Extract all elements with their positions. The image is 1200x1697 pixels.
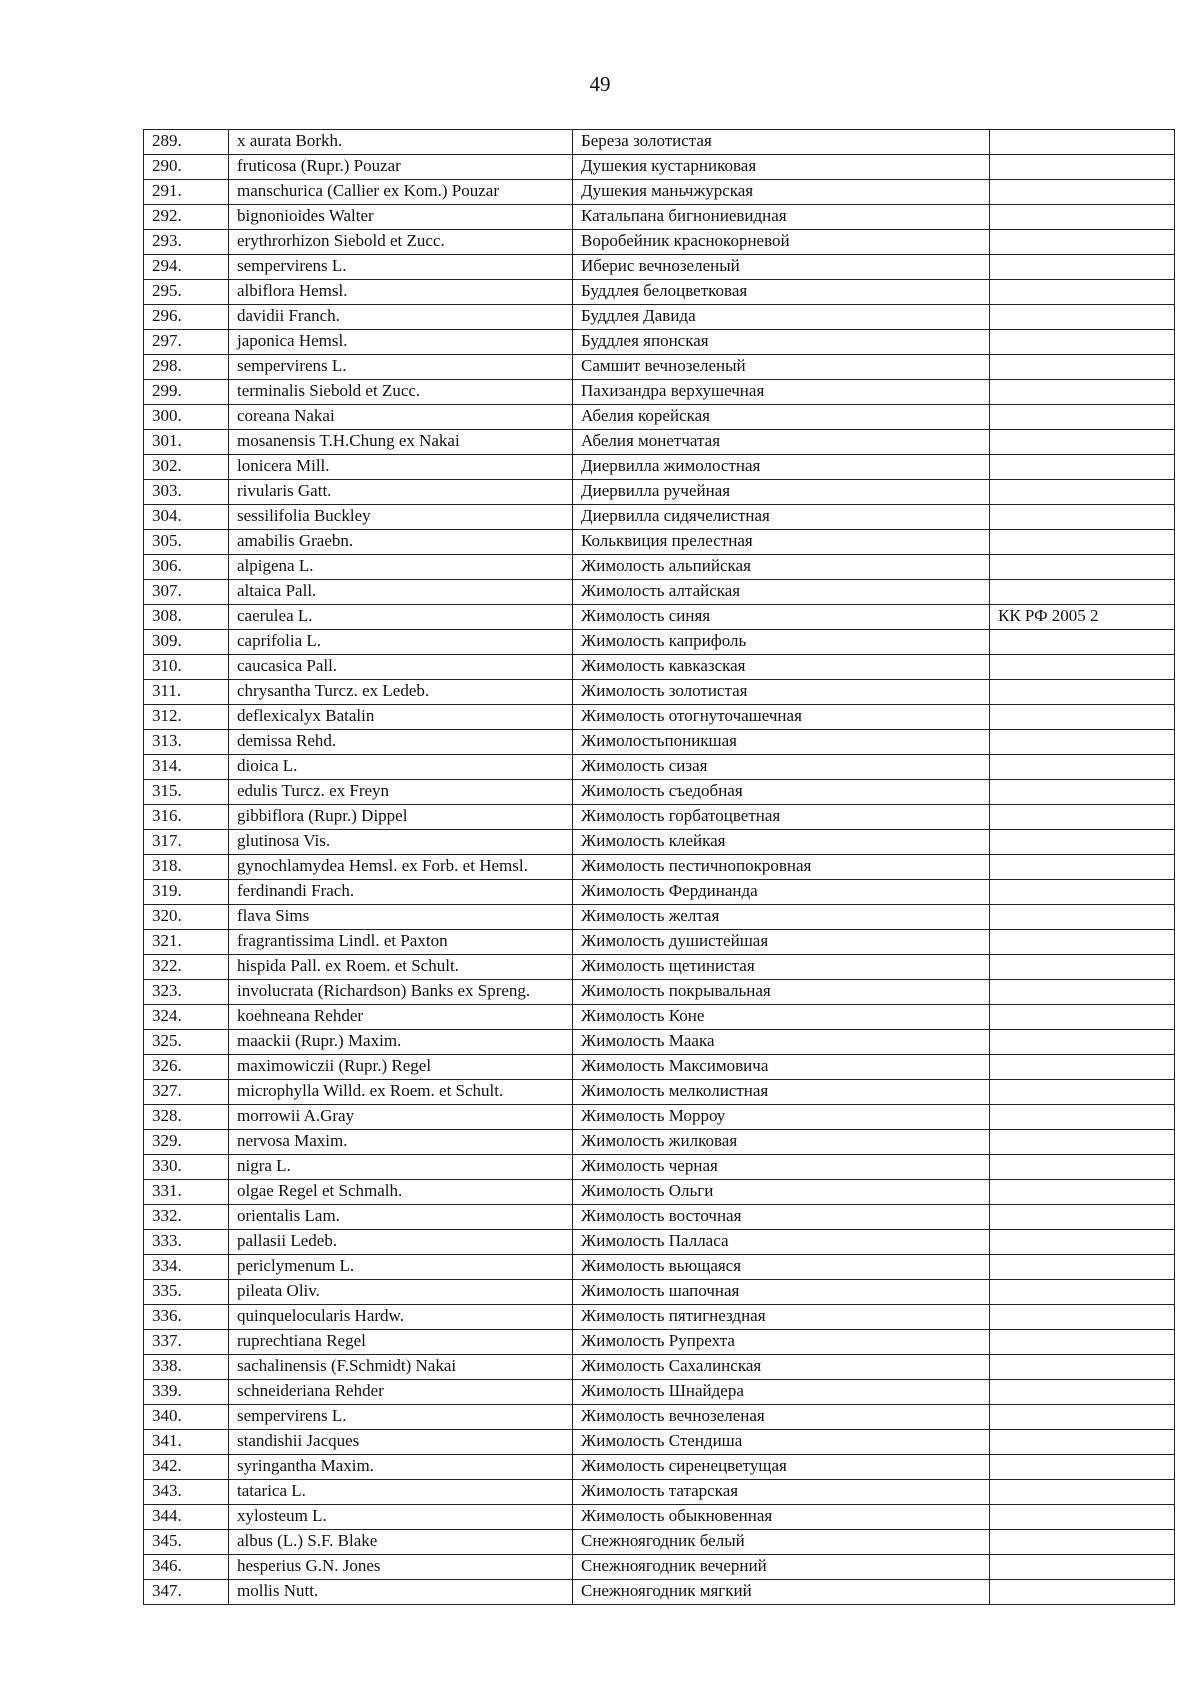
status-cell	[990, 1380, 1175, 1405]
status-cell	[990, 1355, 1175, 1380]
russian-name-cell: Снежноягодник вечерний	[573, 1555, 990, 1580]
latin-name-cell: sempervirens L.	[229, 255, 573, 280]
row-number-cell: 320.	[144, 905, 229, 930]
row-number-cell: 346.	[144, 1555, 229, 1580]
russian-name-cell: Жимолость Ольги	[573, 1180, 990, 1205]
russian-name-cell: Жимолость Стендиша	[573, 1430, 990, 1455]
row-number-cell: 315.	[144, 780, 229, 805]
table-row	[144, 880, 1175, 905]
latin-name-cell: caucasica Pall.	[229, 655, 573, 680]
table-row	[144, 180, 1175, 205]
status-cell	[990, 680, 1175, 705]
latin-name-cell: lonicera Mill.	[229, 455, 573, 480]
row-number-cell: 322.	[144, 955, 229, 980]
latin-name-cell: sachalinensis (F.Schmidt) Nakai	[229, 1355, 573, 1380]
status-cell	[990, 730, 1175, 755]
table-row	[144, 1355, 1175, 1380]
row-number-cell: 330.	[144, 1155, 229, 1180]
status-cell	[990, 430, 1175, 455]
russian-name-cell: Буддлея белоцветковая	[573, 280, 990, 305]
russian-name-cell: Жимолость Максимовича	[573, 1055, 990, 1080]
latin-name-cell: alpigena L.	[229, 555, 573, 580]
row-number-cell: 341.	[144, 1430, 229, 1455]
latin-name-cell: gibbiflora (Rupr.) Dippel	[229, 805, 573, 830]
row-number-cell: 298.	[144, 355, 229, 380]
russian-name-cell: Жимолость Морроу	[573, 1105, 990, 1130]
status-cell	[990, 505, 1175, 530]
status-cell	[990, 830, 1175, 855]
status-cell	[990, 1155, 1175, 1180]
row-number-cell: 316.	[144, 805, 229, 830]
status-cell	[990, 855, 1175, 880]
russian-name-cell: Жимолость сиренецветущая	[573, 1455, 990, 1480]
latin-name-cell: xylosteum L.	[229, 1505, 573, 1530]
row-number-cell: 308.	[144, 605, 229, 630]
table-row	[144, 530, 1175, 555]
table-row	[144, 955, 1175, 980]
table-row	[144, 1030, 1175, 1055]
status-cell	[990, 1330, 1175, 1355]
table-row	[144, 1105, 1175, 1130]
status-cell	[990, 405, 1175, 430]
table-row	[144, 280, 1175, 305]
latin-name-cell: davidii Franch.	[229, 305, 573, 330]
status-cell	[990, 905, 1175, 930]
latin-name-cell: chrysantha Turcz. ex Ledeb.	[229, 680, 573, 705]
row-number-cell: 290.	[144, 155, 229, 180]
status-cell	[990, 1205, 1175, 1230]
status-cell	[990, 480, 1175, 505]
row-number-cell: 300.	[144, 405, 229, 430]
russian-name-cell: Иберис вечнозеленый	[573, 255, 990, 280]
status-cell	[990, 455, 1175, 480]
status-cell	[990, 1555, 1175, 1580]
latin-name-cell: japonica Hemsl.	[229, 330, 573, 355]
table-row	[144, 430, 1175, 455]
status-cell	[990, 180, 1175, 205]
russian-name-cell: Жимолость желтая	[573, 905, 990, 930]
russian-name-cell: Жимолость кавказская	[573, 655, 990, 680]
row-number-cell: 343.	[144, 1480, 229, 1505]
russian-name-cell: Жимолость отогнуточашечная	[573, 705, 990, 730]
status-cell	[990, 630, 1175, 655]
latin-name-cell: nervosa Maxim.	[229, 1130, 573, 1155]
russian-name-cell: Жимолость татарская	[573, 1480, 990, 1505]
row-number-cell: 293.	[144, 230, 229, 255]
table-row	[144, 1005, 1175, 1030]
latin-name-cell: nigra L.	[229, 1155, 573, 1180]
status-cell	[990, 280, 1175, 305]
row-number-cell: 334.	[144, 1255, 229, 1280]
russian-name-cell: Душекия кустарниковая	[573, 155, 990, 180]
table-row	[144, 780, 1175, 805]
russian-name-cell: Жимолость Маака	[573, 1030, 990, 1055]
status-cell	[990, 1505, 1175, 1530]
table-row	[144, 1130, 1175, 1155]
latin-name-cell: syringantha Maxim.	[229, 1455, 573, 1480]
russian-name-cell: Жимолость Фердинанда	[573, 880, 990, 905]
row-number-cell: 347.	[144, 1580, 229, 1605]
status-cell	[990, 330, 1175, 355]
latin-name-cell: glutinosa Vis.	[229, 830, 573, 855]
latin-name-cell: fruticosa (Rupr.) Pouzar	[229, 155, 573, 180]
row-number-cell: 319.	[144, 880, 229, 905]
latin-name-cell: morrowii A.Gray	[229, 1105, 573, 1130]
status-cell	[990, 205, 1175, 230]
row-number-cell: 303.	[144, 480, 229, 505]
table-row	[144, 255, 1175, 280]
latin-name-cell: mollis Nutt.	[229, 1580, 573, 1605]
status-cell	[990, 880, 1175, 905]
status-cell	[990, 230, 1175, 255]
row-number-cell: 297.	[144, 330, 229, 355]
row-number-cell: 317.	[144, 830, 229, 855]
latin-name-cell: caprifolia L.	[229, 630, 573, 655]
russian-name-cell: Буддлея Давида	[573, 305, 990, 330]
russian-name-cell: Жимолость пятигнездная	[573, 1305, 990, 1330]
table-row	[144, 830, 1175, 855]
latin-name-cell: flava Sims	[229, 905, 573, 930]
russian-name-cell: Душекия маньчжурская	[573, 180, 990, 205]
row-number-cell: 306.	[144, 555, 229, 580]
russian-name-cell: Жимолость душистейшая	[573, 930, 990, 955]
status-cell	[990, 1255, 1175, 1280]
russian-name-cell: Жимолость клейкая	[573, 830, 990, 855]
status-cell	[990, 1055, 1175, 1080]
row-number-cell: 333.	[144, 1230, 229, 1255]
table-row	[144, 755, 1175, 780]
status-cell: КК РФ 2005 2	[990, 605, 1175, 630]
latin-name-cell: involucrata (Richardson) Banks ex Spreng.	[229, 980, 573, 1005]
row-number-cell: 342.	[144, 1455, 229, 1480]
latin-name-cell: amabilis Graebn.	[229, 530, 573, 555]
row-number-cell: 326.	[144, 1055, 229, 1080]
table-row	[144, 980, 1175, 1005]
table-row	[144, 1380, 1175, 1405]
russian-name-cell: Кольквиция прелестная	[573, 530, 990, 555]
status-cell	[990, 255, 1175, 280]
row-number-cell: 299.	[144, 380, 229, 405]
latin-name-cell: standishii Jacques	[229, 1430, 573, 1455]
row-number-cell: 294.	[144, 255, 229, 280]
latin-name-cell: coreana Nakai	[229, 405, 573, 430]
russian-name-cell: Жимолость Рупрехта	[573, 1330, 990, 1355]
latin-name-cell: olgae Regel et Schmalh.	[229, 1180, 573, 1205]
row-number-cell: 296.	[144, 305, 229, 330]
latin-name-cell: schneideriana Rehder	[229, 1380, 573, 1405]
table-row	[144, 1555, 1175, 1580]
row-number-cell: 304.	[144, 505, 229, 530]
latin-name-cell: ferdinandi Frach.	[229, 880, 573, 905]
row-number-cell: 313.	[144, 730, 229, 755]
russian-name-cell: Жимолость шапочная	[573, 1280, 990, 1305]
russian-name-cell: Диервилла жимолостная	[573, 455, 990, 480]
latin-name-cell: fragrantissima Lindl. et Paxton	[229, 930, 573, 955]
latin-name-cell: albus (L.) S.F. Blake	[229, 1530, 573, 1555]
table-row	[144, 380, 1175, 405]
latin-name-cell: mosanensis T.H.Chung ex Nakai	[229, 430, 573, 455]
latin-name-cell: bignonioides Walter	[229, 205, 573, 230]
row-number-cell: 336.	[144, 1305, 229, 1330]
table-row	[144, 205, 1175, 230]
row-number-cell: 318.	[144, 855, 229, 880]
russian-name-cell: Жимолость Шнайдера	[573, 1380, 990, 1405]
latin-name-cell: rivularis Gatt.	[229, 480, 573, 505]
russian-name-cell: Береза золотистая	[573, 130, 990, 155]
status-cell	[990, 780, 1175, 805]
row-number-cell: 302.	[144, 455, 229, 480]
russian-name-cell: Жимолость Сахалинская	[573, 1355, 990, 1380]
table-row	[144, 355, 1175, 380]
latin-name-cell: orientalis Lam.	[229, 1205, 573, 1230]
russian-name-cell: Диервилла ручейная	[573, 480, 990, 505]
row-number-cell: 310.	[144, 655, 229, 680]
table-row	[144, 1505, 1175, 1530]
latin-name-cell: manschurica (Callier ex Kom.) Pouzar	[229, 180, 573, 205]
russian-name-cell: Жимолость черная	[573, 1155, 990, 1180]
russian-name-cell: Жимолость мелколистная	[573, 1080, 990, 1105]
row-number-cell: 335.	[144, 1280, 229, 1305]
latin-name-cell: albiflora Hemsl.	[229, 280, 573, 305]
russian-name-cell: Жимолость щетинистая	[573, 955, 990, 980]
row-number-cell: 321.	[144, 930, 229, 955]
russian-name-cell: Жимолость вечнозеленая	[573, 1405, 990, 1430]
status-cell	[990, 655, 1175, 680]
status-cell	[990, 1180, 1175, 1205]
row-number-cell: 324.	[144, 1005, 229, 1030]
row-number-cell: 329.	[144, 1130, 229, 1155]
russian-name-cell: Жимолость горбатоцветная	[573, 805, 990, 830]
row-number-cell: 314.	[144, 755, 229, 780]
table-row	[144, 730, 1175, 755]
table-row	[144, 1405, 1175, 1430]
latin-name-cell: tatarica L.	[229, 1480, 573, 1505]
russian-name-cell: Жимолость синяя	[573, 605, 990, 630]
row-number-cell: 311.	[144, 680, 229, 705]
russian-name-cell: Жимолость Коне	[573, 1005, 990, 1030]
status-cell	[990, 130, 1175, 155]
russian-name-cell: Жимолость альпийская	[573, 555, 990, 580]
russian-name-cell: Жимолость золотистая	[573, 680, 990, 705]
status-cell	[990, 755, 1175, 780]
table-row	[144, 930, 1175, 955]
table-row	[144, 555, 1175, 580]
russian-name-cell: Катальпана бигнониевидная	[573, 205, 990, 230]
status-cell	[990, 530, 1175, 555]
russian-name-cell: Жимолость жилковая	[573, 1130, 990, 1155]
table-row	[144, 1430, 1175, 1455]
latin-name-cell: sempervirens L.	[229, 355, 573, 380]
latin-name-cell: hispida Pall. ex Roem. et Schult.	[229, 955, 573, 980]
table-row	[144, 130, 1175, 155]
species-table-body	[144, 130, 1175, 1605]
russian-name-cell: Абелия монетчатая	[573, 430, 990, 455]
table-row	[144, 330, 1175, 355]
row-number-cell: 312.	[144, 705, 229, 730]
latin-name-cell: gynochlamydea Hemsl. ex Forb. et Hemsl.	[229, 855, 573, 880]
russian-name-cell: Пахизандра верхушечная	[573, 380, 990, 405]
table-row	[144, 1580, 1175, 1605]
latin-name-cell: sempervirens L.	[229, 1405, 573, 1430]
latin-name-cell: maximowiczii (Rupr.) Regel	[229, 1055, 573, 1080]
table-row	[144, 1330, 1175, 1355]
latin-name-cell: erythrorhizon Siebold et Zucc.	[229, 230, 573, 255]
row-number-cell: 327.	[144, 1080, 229, 1105]
latin-name-cell: dioica L.	[229, 755, 573, 780]
table-row	[144, 1255, 1175, 1280]
table-row	[144, 1455, 1175, 1480]
status-cell	[990, 705, 1175, 730]
russian-name-cell: Жимолость алтайская	[573, 580, 990, 605]
status-cell	[990, 155, 1175, 180]
status-cell	[990, 555, 1175, 580]
status-cell	[990, 355, 1175, 380]
row-number-cell: 323.	[144, 980, 229, 1005]
table-row	[144, 680, 1175, 705]
row-number-cell: 340.	[144, 1405, 229, 1430]
latin-name-cell: terminalis Siebold et Zucc.	[229, 380, 573, 405]
status-cell	[990, 980, 1175, 1005]
table-row	[144, 1480, 1175, 1505]
latin-name-cell: x aurata Borkh.	[229, 130, 573, 155]
latin-name-cell: sessilifolia Buckley	[229, 505, 573, 530]
latin-name-cell: periclymenum L.	[229, 1255, 573, 1280]
status-cell	[990, 305, 1175, 330]
status-cell	[990, 1430, 1175, 1455]
table-row	[144, 505, 1175, 530]
table-row	[144, 905, 1175, 930]
row-number-cell: 301.	[144, 430, 229, 455]
latin-name-cell: hesperius G.N. Jones	[229, 1555, 573, 1580]
row-number-cell: 309.	[144, 630, 229, 655]
latin-name-cell: ruprechtiana Regel	[229, 1330, 573, 1355]
russian-name-cell: Жимолость покрывальная	[573, 980, 990, 1005]
table-row	[144, 405, 1175, 430]
table-row	[144, 1305, 1175, 1330]
table-row	[144, 1205, 1175, 1230]
russian-name-cell: Жимолость обыкновенная	[573, 1505, 990, 1530]
table-row	[144, 155, 1175, 180]
russian-name-cell: Жимолость пестичнопокровная	[573, 855, 990, 880]
status-cell	[990, 580, 1175, 605]
row-number-cell: 289.	[144, 130, 229, 155]
russian-name-cell: Буддлея японская	[573, 330, 990, 355]
table-row	[144, 1055, 1175, 1080]
status-cell	[990, 1480, 1175, 1505]
status-cell	[990, 1280, 1175, 1305]
row-number-cell: 339.	[144, 1380, 229, 1405]
russian-name-cell: Жимолость восточная	[573, 1205, 990, 1230]
latin-name-cell: caerulea L.	[229, 605, 573, 630]
species-table	[143, 129, 1175, 1605]
latin-name-cell: maackii (Rupr.) Maxim.	[229, 1030, 573, 1055]
status-cell	[990, 805, 1175, 830]
row-number-cell: 305.	[144, 530, 229, 555]
russian-name-cell: Жимолость съедобная	[573, 780, 990, 805]
table-row	[144, 655, 1175, 680]
table-row	[144, 1180, 1175, 1205]
status-cell	[990, 930, 1175, 955]
row-number-cell: 331.	[144, 1180, 229, 1205]
latin-name-cell: altaica Pall.	[229, 580, 573, 605]
status-cell	[990, 1455, 1175, 1480]
row-number-cell: 345.	[144, 1530, 229, 1555]
status-cell	[990, 1230, 1175, 1255]
latin-name-cell: edulis Turcz. ex Freyn	[229, 780, 573, 805]
latin-name-cell: quinquelocularis Hardw.	[229, 1305, 573, 1330]
row-number-cell: 328.	[144, 1105, 229, 1130]
table-row	[144, 305, 1175, 330]
russian-name-cell: Воробейник краснокорневой	[573, 230, 990, 255]
table-row	[144, 1530, 1175, 1555]
russian-name-cell: Самшит вечнозеленый	[573, 355, 990, 380]
russian-name-cell: Абелия корейская	[573, 405, 990, 430]
row-number-cell: 307.	[144, 580, 229, 605]
latin-name-cell: koehneana Rehder	[229, 1005, 573, 1030]
russian-name-cell: Диервилла сидячелистная	[573, 505, 990, 530]
table-row	[144, 605, 1175, 630]
table-row	[144, 230, 1175, 255]
latin-name-cell: pileata Oliv.	[229, 1280, 573, 1305]
russian-name-cell: Жимолость каприфоль	[573, 630, 990, 655]
table-row	[144, 805, 1175, 830]
table-row	[144, 1080, 1175, 1105]
page-number: 49	[589, 72, 611, 96]
row-number-cell: 332.	[144, 1205, 229, 1230]
row-number-cell: 338.	[144, 1355, 229, 1380]
table-row	[144, 1155, 1175, 1180]
russian-name-cell: Жимолостьпоникшая	[573, 730, 990, 755]
table-row	[144, 580, 1175, 605]
table-row	[144, 855, 1175, 880]
russian-name-cell: Снежноягодник белый	[573, 1530, 990, 1555]
row-number-cell: 344.	[144, 1505, 229, 1530]
status-cell	[990, 1080, 1175, 1105]
russian-name-cell: Снежноягодник мягкий	[573, 1580, 990, 1605]
status-cell	[990, 1105, 1175, 1130]
latin-name-cell: deflexicalyx Batalin	[229, 705, 573, 730]
status-cell	[990, 1580, 1175, 1605]
table-row	[144, 455, 1175, 480]
status-cell	[990, 380, 1175, 405]
russian-name-cell: Жимолость сизая	[573, 755, 990, 780]
status-cell	[990, 1530, 1175, 1555]
table-row	[144, 705, 1175, 730]
latin-name-cell: pallasii Ledeb.	[229, 1230, 573, 1255]
latin-name-cell: demissa Rehd.	[229, 730, 573, 755]
row-number-cell: 295.	[144, 280, 229, 305]
row-number-cell: 337.	[144, 1330, 229, 1355]
table-row	[144, 1230, 1175, 1255]
row-number-cell: 292.	[144, 205, 229, 230]
status-cell	[990, 1130, 1175, 1155]
row-number-cell: 325.	[144, 1030, 229, 1055]
russian-name-cell: Жимолость вьющаяся	[573, 1255, 990, 1280]
row-number-cell: 291.	[144, 180, 229, 205]
status-cell	[990, 1305, 1175, 1330]
table-row	[144, 1280, 1175, 1305]
latin-name-cell: microphylla Willd. ex Roem. et Schult.	[229, 1080, 573, 1105]
status-cell	[990, 955, 1175, 980]
table-row	[144, 480, 1175, 505]
table-row	[144, 630, 1175, 655]
status-cell	[990, 1030, 1175, 1055]
status-cell	[990, 1405, 1175, 1430]
status-cell	[990, 1005, 1175, 1030]
russian-name-cell: Жимолость Палласа	[573, 1230, 990, 1255]
